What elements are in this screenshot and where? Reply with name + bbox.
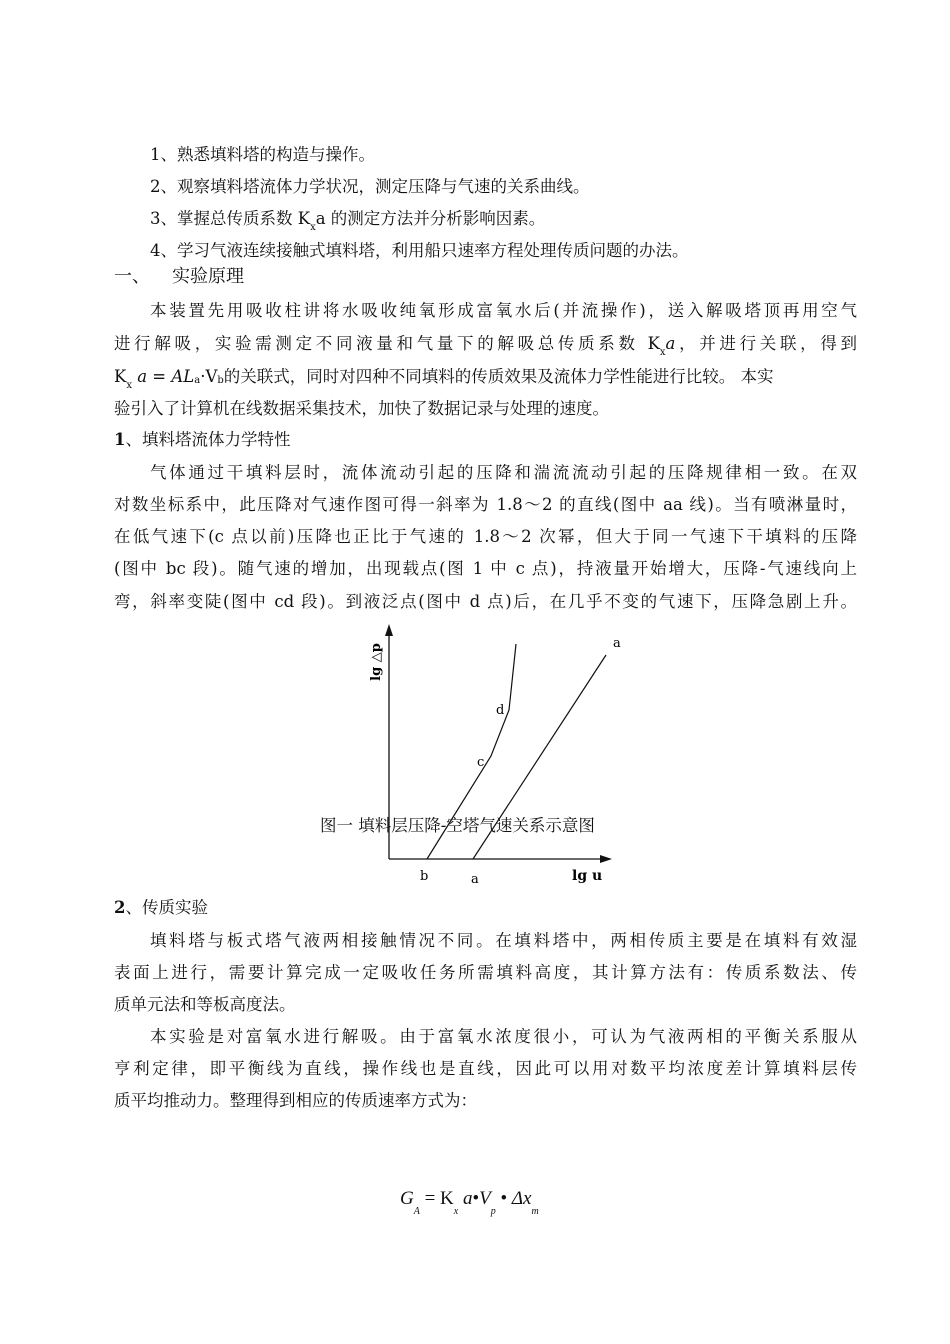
principle-line-2-pre: 进行解吸，实验需测定不同液量和气量下的解吸总传质系数 K — [114, 334, 660, 353]
formula-eq: = K — [419, 1188, 454, 1209]
objective-3 — [150, 208, 545, 233]
sub1-line-4: (图中 bc 段)。随气速的增加，出现载点(图 1 中 c 点)，持液量开始增大，压降-气速线向上 — [114, 559, 857, 578]
principle-a: a — [665, 334, 676, 353]
point-label-b: b — [420, 869, 429, 884]
principle-exp-b: b — [217, 375, 224, 386]
formula-bullet-1: • — [472, 1188, 480, 1209]
principle-k-sub: x — [126, 380, 132, 391]
principle-eq: a = AL — [137, 367, 195, 386]
objective-4: 4、学习气液连续接触式填料塔，利用船只速率方程处理传质问题的办法。 — [150, 241, 689, 260]
x-axis-arrow — [600, 855, 612, 863]
point-label-d: d — [496, 703, 505, 718]
principle-line-4: 验引入了计算机在线数据采集技术，加快了数据记录与处理的速度。 — [114, 399, 609, 418]
principle-line-3 — [114, 366, 774, 391]
figure-caption: 图一 填料层压降-空塔气速关系示意图 — [320, 816, 595, 835]
objective-2: 2、观察填料塔流体力学状况，测定压降与气速的关系曲线。 — [150, 177, 590, 196]
formula-bullet-2: • — [495, 1188, 512, 1209]
principle-k: K — [114, 367, 127, 386]
sub2-para1-line-3: 质单元法和等板高度法。 — [114, 995, 296, 1014]
subsection-2-num: 2 — [114, 898, 126, 917]
principle-line-3-post: 的关联式，同时对四种不同填料的传质效果及流体力学性能进行比较。 本实 — [223, 367, 774, 386]
subsection-2-title: 、传质实验 — [125, 898, 208, 917]
sub2-para1-line-1: 填料塔与板式塔气液两相接触情况不同。在填料塔中，两相传质主要是在填料有效湿 — [150, 931, 857, 950]
subsection-1-num: 1 — [114, 430, 126, 449]
objective-3-sub: x — [310, 222, 316, 233]
principle-exp-a: a — [194, 375, 201, 386]
mass-transfer-formula — [400, 1188, 539, 1217]
principle-line-1: 本装置先用吸收柱讲将水吸收纯氧形成富氧水后(并流操作)，送入解吸塔顶再用空气 — [150, 301, 857, 320]
formula-v: V — [479, 1188, 491, 1209]
objective-3-post: a 的测定方法并分析影响因素。 — [315, 209, 546, 228]
sub1-line-5: 弯，斜率变陡(图中 cd 段)。到液泛点(图中 d 点)后，在几乎不变的气速下，压降急剧上升。 — [114, 592, 857, 611]
point-label-a-top: a — [613, 636, 621, 651]
sub1-line-1: 气体通过干填料层时，流体流动引起的压降和湍流流动引起的压降规律相一致。在双 — [150, 463, 857, 482]
principle-kx-sub: x — [659, 347, 666, 358]
formula-dx-sub: m — [531, 1206, 539, 1217]
formula-g-sub: A — [413, 1206, 420, 1217]
x-axis-label: lg u — [572, 868, 603, 884]
y-axis-label: lg △p — [369, 643, 384, 681]
pressure-drop-figure — [350, 618, 630, 893]
sub1-line-3: 在低气速下(c 点以前)压降也正比于气速的 1.8～2 次幂，但大于同一气速下干填料的压降 — [114, 527, 857, 546]
sub2-para2-line-3: 质平均推动力。整理得到相应的传质速率方式为： — [114, 1091, 477, 1110]
objective-3-pre: 3、掌握总传质系数 K — [150, 209, 311, 228]
sub1-line-2: 对数坐标系中，此压降对气速作图可得一斜率为 1.8～2 的直线(图中 aa 线)。当有喷淋量时， — [114, 495, 857, 514]
subsection-1-heading — [114, 429, 290, 451]
principle-line-2-post: ，并进行关联，得到 — [675, 334, 858, 353]
section-number: 一、 — [114, 266, 150, 287]
point-label-c: c — [477, 755, 485, 770]
principle-line-2 — [114, 333, 857, 358]
sub2-para1-line-2: 表面上进行，需要计算完成一定吸收任务所需填料高度，其计算方法有：传质系数法、传 — [114, 963, 857, 982]
point-label-a-bottom: a — [471, 872, 479, 887]
subsection-1-title: 、填料塔流体力学特性 — [125, 430, 291, 449]
sub2-para2-line-2: 亨利定律，即平衡线为直线，操作线也是直线，因此可以用对数平均浓度差计算填料层传 — [114, 1059, 857, 1078]
subsection-2-heading — [114, 897, 208, 919]
formula-a: a — [458, 1188, 473, 1209]
formula-dx: Δx — [511, 1188, 532, 1209]
formula-k-sub: x — [453, 1206, 459, 1217]
section-title: 实验原理 — [172, 266, 244, 287]
sub2-para2-line-1: 本实验是对富氧水进行解吸。由于富氧水浓度很小，可认为气液两相的平衡关系服从 — [150, 1027, 857, 1046]
principle-v: ·V — [200, 367, 218, 386]
y-axis-arrow — [385, 624, 393, 636]
formula-g: G — [400, 1188, 414, 1209]
section-heading — [114, 265, 244, 289]
objective-1: 1、熟悉填料塔的构造与操作。 — [150, 145, 375, 164]
formula-v-sub: p — [490, 1206, 496, 1217]
